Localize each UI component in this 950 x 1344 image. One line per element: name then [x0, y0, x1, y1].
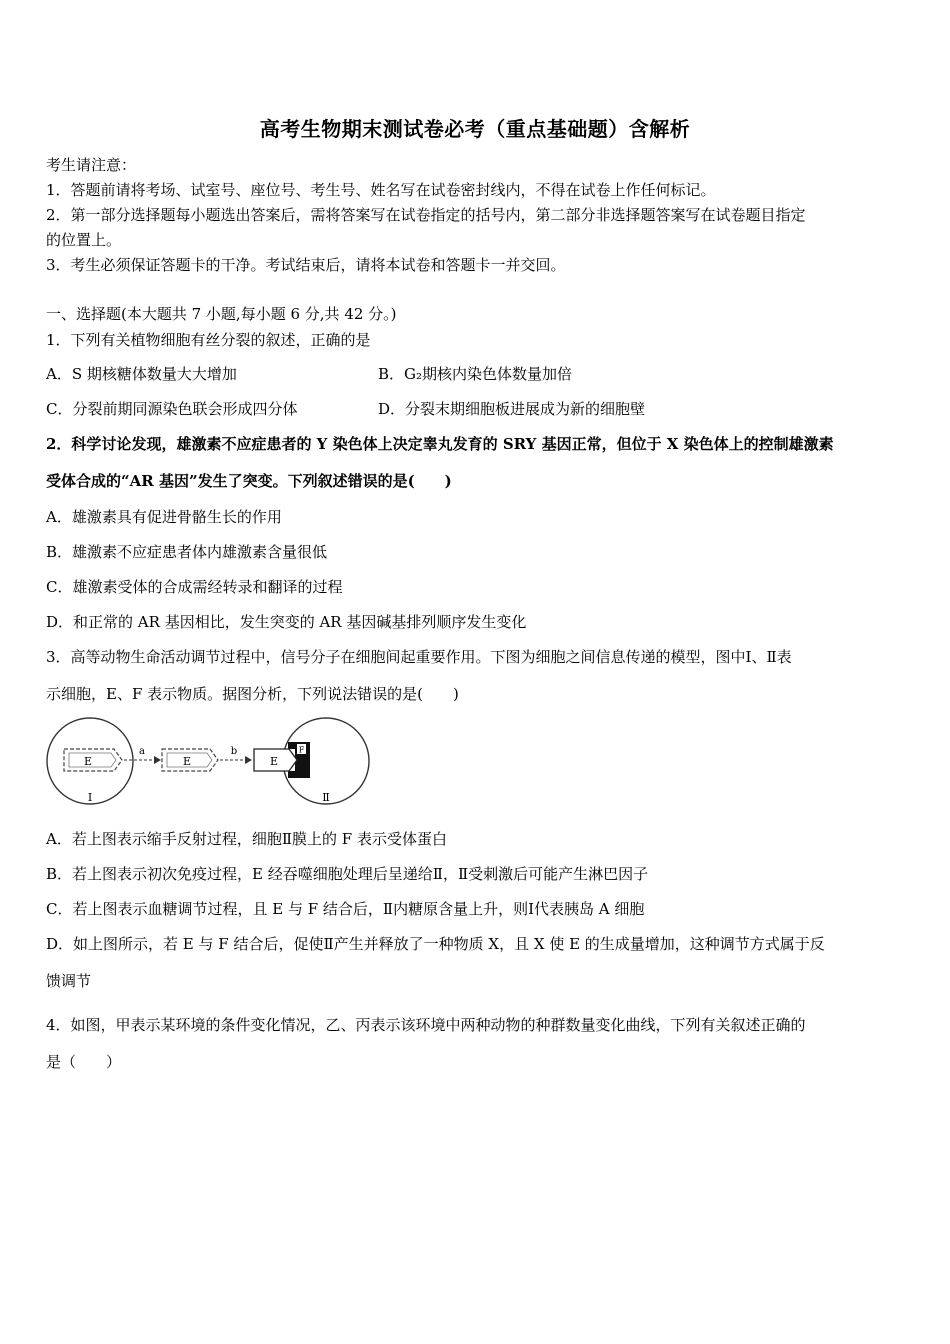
q1-stem: 1．下列有关植物细胞有丝分裂的叙述，正确的是	[46, 331, 371, 349]
q3-option-a: A．若上图表示缩手反射过程，细胞Ⅱ膜上的 F 表示受体蛋白	[46, 830, 447, 848]
q2-option-b: B．雄激素不应症患者体内雄激素含量很低	[46, 543, 328, 561]
q3-option-d-line2: 馈调节	[46, 972, 92, 990]
signal-e-cell-one	[64, 749, 122, 771]
notice-item-2: 2．第一部分选择题每小题选出答案后，需将答案写在试卷指定的括号内，第二部分非选择题答案写在试卷题目指定	[46, 206, 806, 224]
q2-option-c: C．雄激素受体的合成需经转录和翻译的过程	[46, 578, 343, 596]
signal-e-cell-one-inner	[69, 753, 116, 767]
arrow-b-head	[245, 756, 252, 764]
page-title: 高考生物期末测试卷必考（重点基础题）含解析	[259, 117, 691, 141]
notice-item-1: 1．答题前请将考场、试室号、座位号、考生号、姓名写在试卷密封线内，不得在试卷上作任何标记。	[46, 181, 716, 199]
label-f: F	[298, 745, 305, 755]
q2-stem-line2: 受体合成的“AR 基因”发生了突变。下列叙述错误的是( )	[46, 472, 452, 490]
label-e-3: E	[269, 755, 279, 768]
q4-stem-line1: 4．如图，甲表示某环境的条件变化情况，乙、丙表示该环境中两种动物的种群数量变化曲线，下列有关叙述正确的	[46, 1016, 806, 1034]
section-heading: 一、选择题(本大题共 7 小题,每小题 6 分,共 42 分。)	[46, 305, 397, 323]
q2-stem-line1: 2．科学讨论发现，雄激素不应症患者的 Y 染色体上决定睾丸发育的 SRY 基因正常，但位于 X 染色体上的控制雄激素	[46, 435, 834, 453]
q1-option-a: A．S 期核糖体数量大大增加	[46, 365, 237, 383]
notice-item-3: 3．考生必须保证答题卡的干净。考试结束后，请将本试卷和答题卡一并交回。	[46, 256, 566, 274]
q3-stem-line1: 3．高等动物生命活动调节过程中，信号分子在细胞间起重要作用。下图为细胞之间信息传递的模型，图中Ⅰ、Ⅱ表	[46, 648, 792, 666]
arrow-a-head	[154, 756, 161, 764]
label-cell-one: Ⅰ	[87, 791, 93, 804]
q2-option-d: D．和正常的 AR 基因相比，发生突变的 AR 基因碱基排列顺序发生变化	[46, 613, 527, 631]
q3-option-b: B．若上图表示初次免疫过程，E 经吞噬细胞处理后呈递给Ⅱ，Ⅱ受刺激后可能产生淋巴因子	[46, 865, 649, 883]
label-e-1: E	[83, 755, 93, 768]
q1-option-b: B．G₂期核内染色体数量加倍	[378, 365, 573, 383]
q3-stem-line2: 示细胞，E、F 表示物质。据图分析，下列说法错误的是( )	[46, 685, 459, 703]
q3-option-c: C．若上图表示血糖调节过程，且 E 与 F 结合后，Ⅱ内糖原含量上升，则Ⅰ代表胰岛 A 细胞	[46, 900, 645, 918]
q3-option-d-line1: D．如上图所示，若 E 与 F 结合后，促使Ⅱ产生并释放了一种物质 X，且 X 使 E 的生成量增加，这种调节方式属于反	[46, 935, 825, 953]
q4-stem-line2: 是（ ）	[46, 1053, 122, 1071]
label-b: b	[230, 746, 238, 757]
notice-item-2-cont: 的位置上。	[46, 231, 122, 249]
cell-signal-figure	[44, 714, 374, 810]
label-e-2: E	[182, 755, 192, 768]
notice-heading: 考生请注意：	[46, 156, 137, 174]
q1-option-c: C．分裂前期同源染色联会形成四分体	[46, 400, 298, 418]
label-cell-two: Ⅱ	[322, 791, 330, 804]
label-a: a	[139, 746, 145, 757]
q2-option-a: A．雄激素具有促进骨骼生长的作用	[46, 508, 282, 526]
q1-option-d: D．分裂末期细胞板进展成为新的细胞壁	[378, 400, 646, 418]
